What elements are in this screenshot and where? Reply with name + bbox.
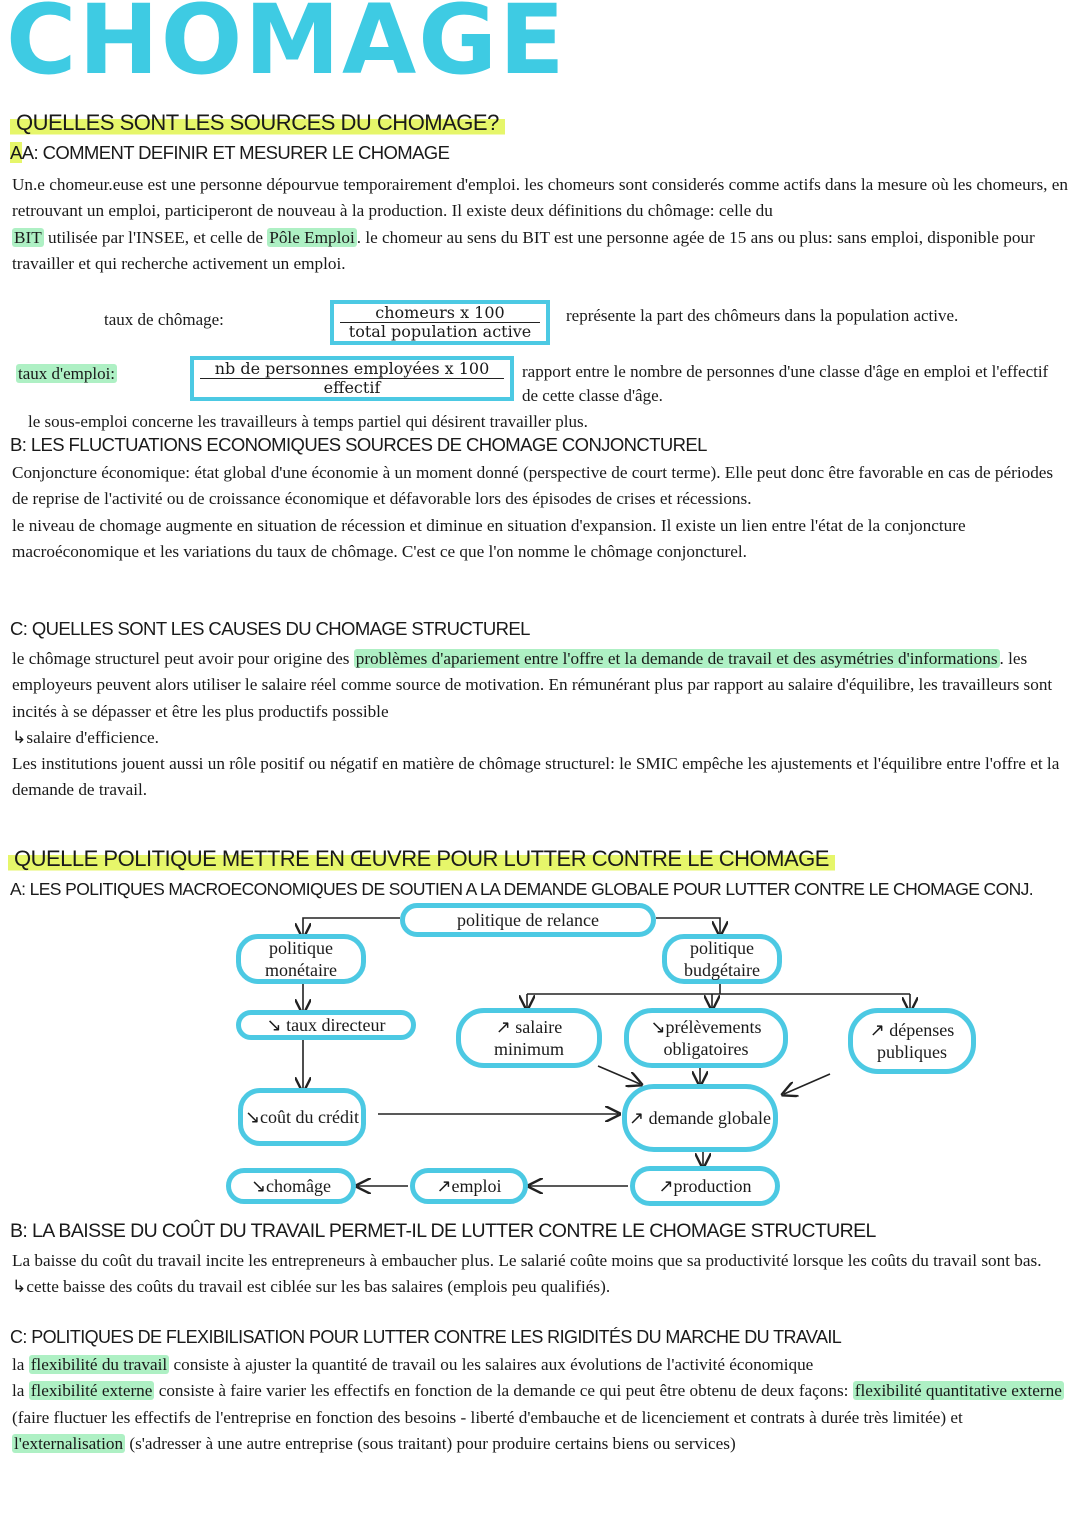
section-a-heading: AA: COMMENT DEFINIR ET MESURER LE CHOMAGE: [10, 142, 450, 163]
flexibilite-quantitative: flexibilité quantitative externe: [854, 1381, 1062, 1401]
node-depenses-publiques: ↗ dépenses publiques: [848, 1008, 976, 1074]
taux-emploi-label-text: taux d'emploi:: [18, 364, 116, 383]
node-emploi: ↗emploi: [410, 1168, 528, 1204]
page-title: CHOMAGE: [6, 0, 567, 96]
part2-heading: QUELLE POLITIQUE METTRE EN ŒUVRE POUR LUTTER CONTRE LE CHOMAGE: [8, 846, 835, 872]
part2-section-c-body: [12, 1352, 1068, 1457]
cout-travail-text: La baisse du coût du travail incite les entrepreneurs à embaucher plus. Le salarié coûte moins que sa productivité lorsque les coûts du travail sont bas.: [12, 1251, 1042, 1270]
node-politique-monetaire: politique monétaire: [236, 934, 366, 984]
node-chomage: ↘chomâge: [226, 1168, 356, 1204]
salaire-efficience: ↳salaire d'efficience.: [12, 727, 159, 747]
node-demande-globale: ↗ demande globale: [622, 1084, 778, 1152]
structurel-text-b: . les employeurs peuvent alors utiliser le salaire réel comme source de motivation. En rémunérant plus par rapport au salaire d'équilibre, les travailleurs sont incités à se dépasser et être les plus productifs possible: [12, 649, 1053, 721]
taux-emploi-denominator: effectif: [323, 378, 381, 397]
part2-section-c-heading: C: POLITIQUES DE FLEXIBILISATION POUR LUTTER CONTRE LES RIGIDITÉS DU MARCHE DU TRAVAIL: [10, 1327, 842, 1347]
part2-section-b-body: [12, 1248, 1068, 1301]
chomeur-definition: Un.e chomeur.euse est une personne dépourvue temporairement d'emploi. les chomeurs sont considerés comme actifs dans la mesure où les chomeurs, en retrouvant un emploi, participeront de nouveau à la production. Il existe deux définitions du chômage: celle du: [12, 175, 1068, 221]
bit-word: BIT: [14, 227, 42, 247]
taux-chomage-numerator: chomeurs x 100: [340, 304, 540, 323]
node-salaire-minimum: ↗ salaire minimum: [456, 1008, 602, 1068]
definition-text-c: . le chomeur au sens du BIT est une personne agée de 15 ans ou plus: sans emploi, disponible pour travailler et qui recherche activement un emploi.: [12, 227, 1035, 273]
sous-emploi: le sous-emploi concerne les travailleurs à temps partiel qui désirent travailler plus.: [28, 412, 588, 431]
node-politique-relance: politique de relance: [400, 903, 656, 937]
node-taux-directeur: ↘ taux directeur: [236, 1010, 416, 1040]
bas-salaires-text: ↳cette baisse des coûts du travail est ciblée sur les bas salaires (emplois peu qualifiés).: [12, 1277, 611, 1297]
taux-chomage-denominator: total population active: [348, 322, 532, 341]
section-a-heading-text: A: COMMENT DEFINIR ET MESURER LE CHOMAGE: [21, 142, 450, 163]
node-cout-credit: ↘coût du crédit: [238, 1088, 366, 1146]
node-prelevements-obligatoires: ↘prélèvements obligatoires: [624, 1008, 788, 1068]
flex-ext-text-b: consiste à faire varier les effectifs en fonction de la demande ce qui peut être obtenu de deux façons:: [154, 1381, 853, 1401]
flex-text-b: consiste à ajuster la quantité de travail ou les salaires aux évolutions de l'activité économique: [169, 1355, 814, 1374]
section-b-heading: B: LES FLUCTUATIONS ECONOMIQUES SOURCES DE CHOMAGE CONJONCTUREL: [10, 434, 707, 455]
pole-emploi: Pôle Emploi: [269, 227, 355, 247]
chomage-conjoncturel: le niveau de chomage augmente en situation de récession et diminue en situation d'expansion. Il existe un lien entre l'état de la conjoncture macroéconomique et les variations du taux de chômage. C'est ce que l'on nomme le chômage conjoncturel.: [12, 515, 966, 561]
part1-heading: QUELLES SONT LES SOURCES DU CHOMAGE?: [10, 110, 505, 136]
flex-ext-text-d: (s'adresser à une autre entreprise (sous traitant) pour produire certains biens ou services): [125, 1433, 736, 1453]
taux-emploi-description: rapport entre le nombre de personnes d'une classe d'âge en emploi et l'effectif de cette classe d'âge.: [522, 362, 1049, 405]
taux-emploi-numerator: nb de personnes employées x 100: [200, 360, 504, 379]
structurel-text-a: le chômage structurel peut avoir pour origine des: [12, 649, 354, 668]
flexibilite-travail: flexibilité du travail: [30, 1355, 168, 1374]
taux-chomage-description: représente la part des chômeurs dans la population active.: [566, 306, 959, 325]
flex-text-a: la: [12, 1355, 29, 1374]
institutions-text: Les institutions jouent aussi un rôle positif ou négatif en matière de chômage structurel: le SMIC empêche les ajustements et l'équilibre entre l'offre et la demande de travail.: [12, 754, 1060, 800]
flex-ext-text-a: la: [12, 1381, 29, 1401]
node-production: ↗production: [630, 1166, 780, 1206]
externalisation: l'externalisation: [14, 1433, 124, 1453]
appariement-highlight: problèmes d'apariement entre l'offre et la demande de travail et des asymétries d'informations: [355, 649, 998, 668]
flexibilite-externe: flexibilité externe: [30, 1381, 153, 1401]
definition-text-b: utilisée par l'INSEE, et celle de: [43, 227, 268, 247]
section-c-heading: C: QUELLES SONT LES CAUSES DU CHOMAGE STRUCTUREL: [10, 618, 530, 639]
part2-section-a-heading: A: LES POLITIQUES MACROECONOMIQUES DE SOUTIEN A LA DEMANDE GLOBALE POUR LUTTER CONTRE LE CHOMAGE CONJ.: [10, 879, 1034, 899]
flex-ext-text-c: (faire fluctuer les effectifs de l'entreprise en fonction des besoins - liberté d'embauche et de licenciement et contrats à durée très limitée) et: [12, 1407, 963, 1427]
taux-chomage-label: taux de chômage:: [104, 310, 224, 329]
part2-section-b-heading: B: LA BAISSE DU COÛT DU TRAVAIL PERMET-IL DE LUTTER CONTRE LE CHOMAGE STRUCTUREL: [10, 1220, 876, 1242]
conjoncture-definition: Conjoncture économique: état global d'une économie à un moment donné (perspective de court terme). Elle peut donc être favorable en cas de périodes de reprise de l'activité ou de croissance économique et défavorable lors des épisodes de crises et récessions.: [12, 463, 1054, 509]
node-politique-budgetaire: politique budgétaire: [662, 934, 782, 984]
